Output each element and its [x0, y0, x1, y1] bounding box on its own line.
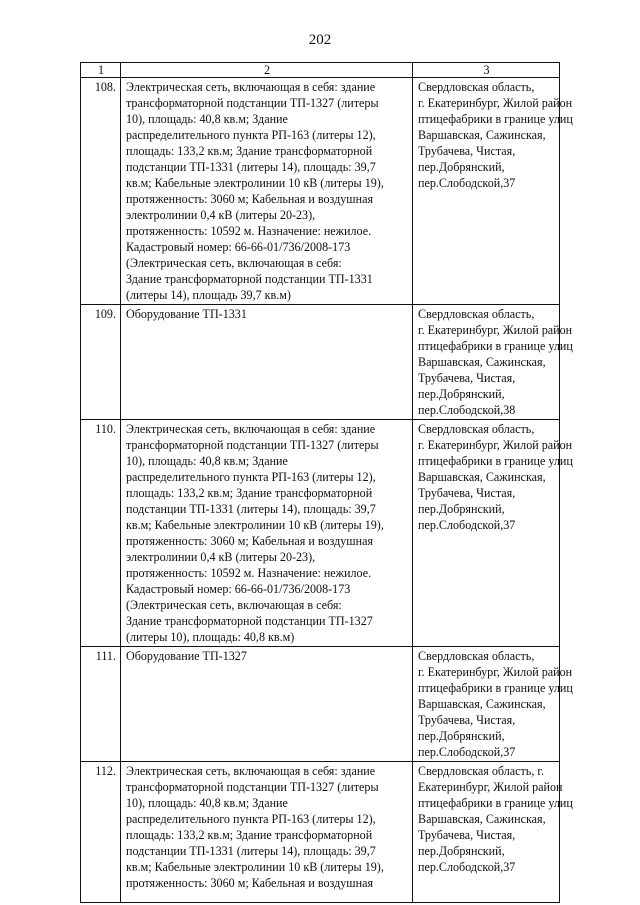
address-line: пер.Слободской,37 [418, 860, 516, 874]
description-line: кв.м; Кабельные электролинии 10 кВ (литеры 19), [126, 518, 384, 532]
description-line: электролинии 0,4 кВ (литеры 20-23), [126, 550, 316, 564]
description-line: протяженность: 10592 м. Назначение: нежилое. [126, 566, 372, 580]
description-line: (Электрическая сеть, включающая в себя: [126, 598, 342, 612]
address-line: г. Екатеринбург, Жилой район [418, 438, 573, 452]
description-line: Здание трансформаторной подстанции ТП-1327 [126, 614, 373, 628]
address-line: пер.Добрянский, [418, 387, 505, 401]
table-row [81, 78, 560, 305]
description-line: площадь: 133,2 кв.м; Здание трансформаторной [126, 828, 373, 842]
description-line: протяженность: 3060 м; Кабельная и воздушная [126, 192, 374, 206]
description-line: протяженность: 3060 м; Кабельная и воздушная [126, 876, 374, 890]
description-line: 10), площадь: 40,8 кв.м; Здание [126, 112, 288, 126]
description-line: (Электрическая сеть, включающая в себя: [126, 256, 342, 270]
description-line: Оборудование ТП-1331 [126, 307, 247, 321]
description-line: подстанции ТП-1331 (литеры 14), площадь: 39,7 [126, 844, 376, 858]
description-line: распределительного пункта РП-163 (литеры 12), [126, 812, 376, 826]
description-line: 10), площадь: 40,8 кв.м; Здание [126, 454, 288, 468]
description-line: трансформаторной подстанции ТП-1327 (литеры [126, 438, 379, 452]
address-line: Трубачева, Чистая, [418, 371, 516, 385]
object-address [413, 647, 573, 762]
page-number: 202 [308, 32, 332, 48]
address-line: птицефабрики в границе улиц [418, 112, 573, 126]
row-number: 109. [81, 305, 121, 420]
address-line: Свердловская область, [418, 307, 535, 321]
row-number: 111. [81, 647, 121, 762]
column-header-address: 3 [413, 63, 560, 78]
description-line: подстанции ТП-1331 (литеры 14), площадь: 39,7 [126, 160, 376, 174]
description-line: электролинии 0,4 кВ (литеры 20-23), [126, 208, 316, 222]
address-line: г. Екатеринбург, Жилой район [418, 665, 573, 679]
description-line: Электрическая сеть, включающая в себя: здание [126, 764, 376, 778]
address-line: Трубачева, Чистая, [418, 144, 516, 158]
description-line: площадь: 133,2 кв.м; Здание трансформаторной [126, 144, 373, 158]
table-row [81, 305, 560, 420]
address-line: птицефабрики в границе улиц [418, 339, 573, 353]
address-line: Свердловская область, г. [418, 764, 544, 778]
address-line: пер.Слободской,37 [418, 176, 516, 190]
description-line: (литеры 10), площадь: 40,8 кв.м) [126, 630, 295, 644]
column-header-description: 2 [121, 63, 413, 78]
object-description [121, 647, 413, 762]
object-description [121, 78, 413, 305]
address-line: пер.Слободской,37 [418, 518, 516, 532]
table-row [81, 647, 560, 762]
description-line: кв.м; Кабельные электролинии 10 кВ (литеры 19), [126, 176, 384, 190]
address-line: птицефабрики в границе улиц [418, 454, 573, 468]
description-line: подстанции ТП-1331 (литеры 14), площадь: 39,7 [126, 502, 376, 516]
address-line: Варшавская, Сажинская, [418, 128, 546, 142]
description-line: площадь: 133,2 кв.м; Здание трансформаторной [126, 486, 373, 500]
address-line: г. Екатеринбург, Жилой район [418, 96, 573, 110]
address-line: пер.Слободской,38 [418, 403, 516, 417]
object-description [121, 762, 413, 903]
object-description [121, 420, 413, 647]
address-line: пер.Добрянский, [418, 729, 505, 743]
description-line: Оборудование ТП-1327 [126, 649, 247, 663]
description-line: 10), площадь: 40,8 кв.м; Здание [126, 796, 288, 810]
address-line: Трубачева, Чистая, [418, 828, 516, 842]
address-line: Екатеринбург, Жилой район [418, 780, 563, 794]
description-line: Здание трансформаторной подстанции ТП-1331 [126, 272, 373, 286]
table-body [81, 78, 573, 903]
description-line: Кадастровый номер: 66-66-01/736/2008-173 [126, 582, 351, 596]
table-row [81, 762, 560, 903]
address-line: птицефабрики в границе улиц [418, 796, 573, 810]
address-line: г. Екатеринбург, Жилой район [418, 323, 573, 337]
description-line: кв.м; Кабельные электролинии 10 кВ (литеры 19), [126, 860, 384, 874]
address-line: пер.Добрянский, [418, 502, 505, 516]
row-number: 112. [81, 762, 121, 903]
description-line: (литеры 14), площадь 39,7 кв.м) [126, 288, 291, 302]
address-line: Свердловская область, [418, 422, 535, 436]
address-line: пер.Добрянский, [418, 844, 505, 858]
address-line: Варшавская, Сажинская, [418, 470, 546, 484]
row-number: 110. [81, 420, 121, 647]
column-header-number: 1 [81, 63, 121, 78]
description-line: Кадастровый номер: 66-66-01/736/2008-173 [126, 240, 351, 254]
address-line: Варшавская, Сажинская, [418, 697, 546, 711]
description-line: Электрическая сеть, включающая в себя: здание [126, 80, 376, 94]
address-line: Варшавская, Сажинская, [418, 355, 546, 369]
address-line: Свердловская область, [418, 80, 535, 94]
row-number: 108. [81, 78, 121, 305]
property-table [80, 62, 573, 903]
object-address [413, 305, 573, 420]
object-address [413, 78, 573, 305]
description-line: протяженность: 10592 м. Назначение: нежилое. [126, 224, 372, 238]
table-header-row [81, 63, 560, 78]
address-line: Трубачева, Чистая, [418, 486, 516, 500]
table-row [81, 420, 560, 647]
address-line: пер.Слободской,37 [418, 745, 516, 759]
description-line: распределительного пункта РП-163 (литеры 12), [126, 470, 376, 484]
description-line: распределительного пункта РП-163 (литеры 12), [126, 128, 376, 142]
address-line: Свердловская область, [418, 649, 535, 663]
object-address [413, 762, 573, 903]
description-line: Электрическая сеть, включающая в себя: здание [126, 422, 376, 436]
address-line: Трубачева, Чистая, [418, 713, 516, 727]
object-description [121, 305, 413, 420]
object-address [413, 420, 573, 647]
description-line: трансформаторной подстанции ТП-1327 (литеры [126, 96, 379, 110]
description-line: трансформаторной подстанции ТП-1327 (литеры [126, 780, 379, 794]
address-line: Варшавская, Сажинская, [418, 812, 546, 826]
description-line: протяженность: 3060 м; Кабельная и воздушная [126, 534, 374, 548]
address-line: птицефабрики в границе улиц [418, 681, 573, 695]
address-line: пер.Добрянский, [418, 160, 505, 174]
